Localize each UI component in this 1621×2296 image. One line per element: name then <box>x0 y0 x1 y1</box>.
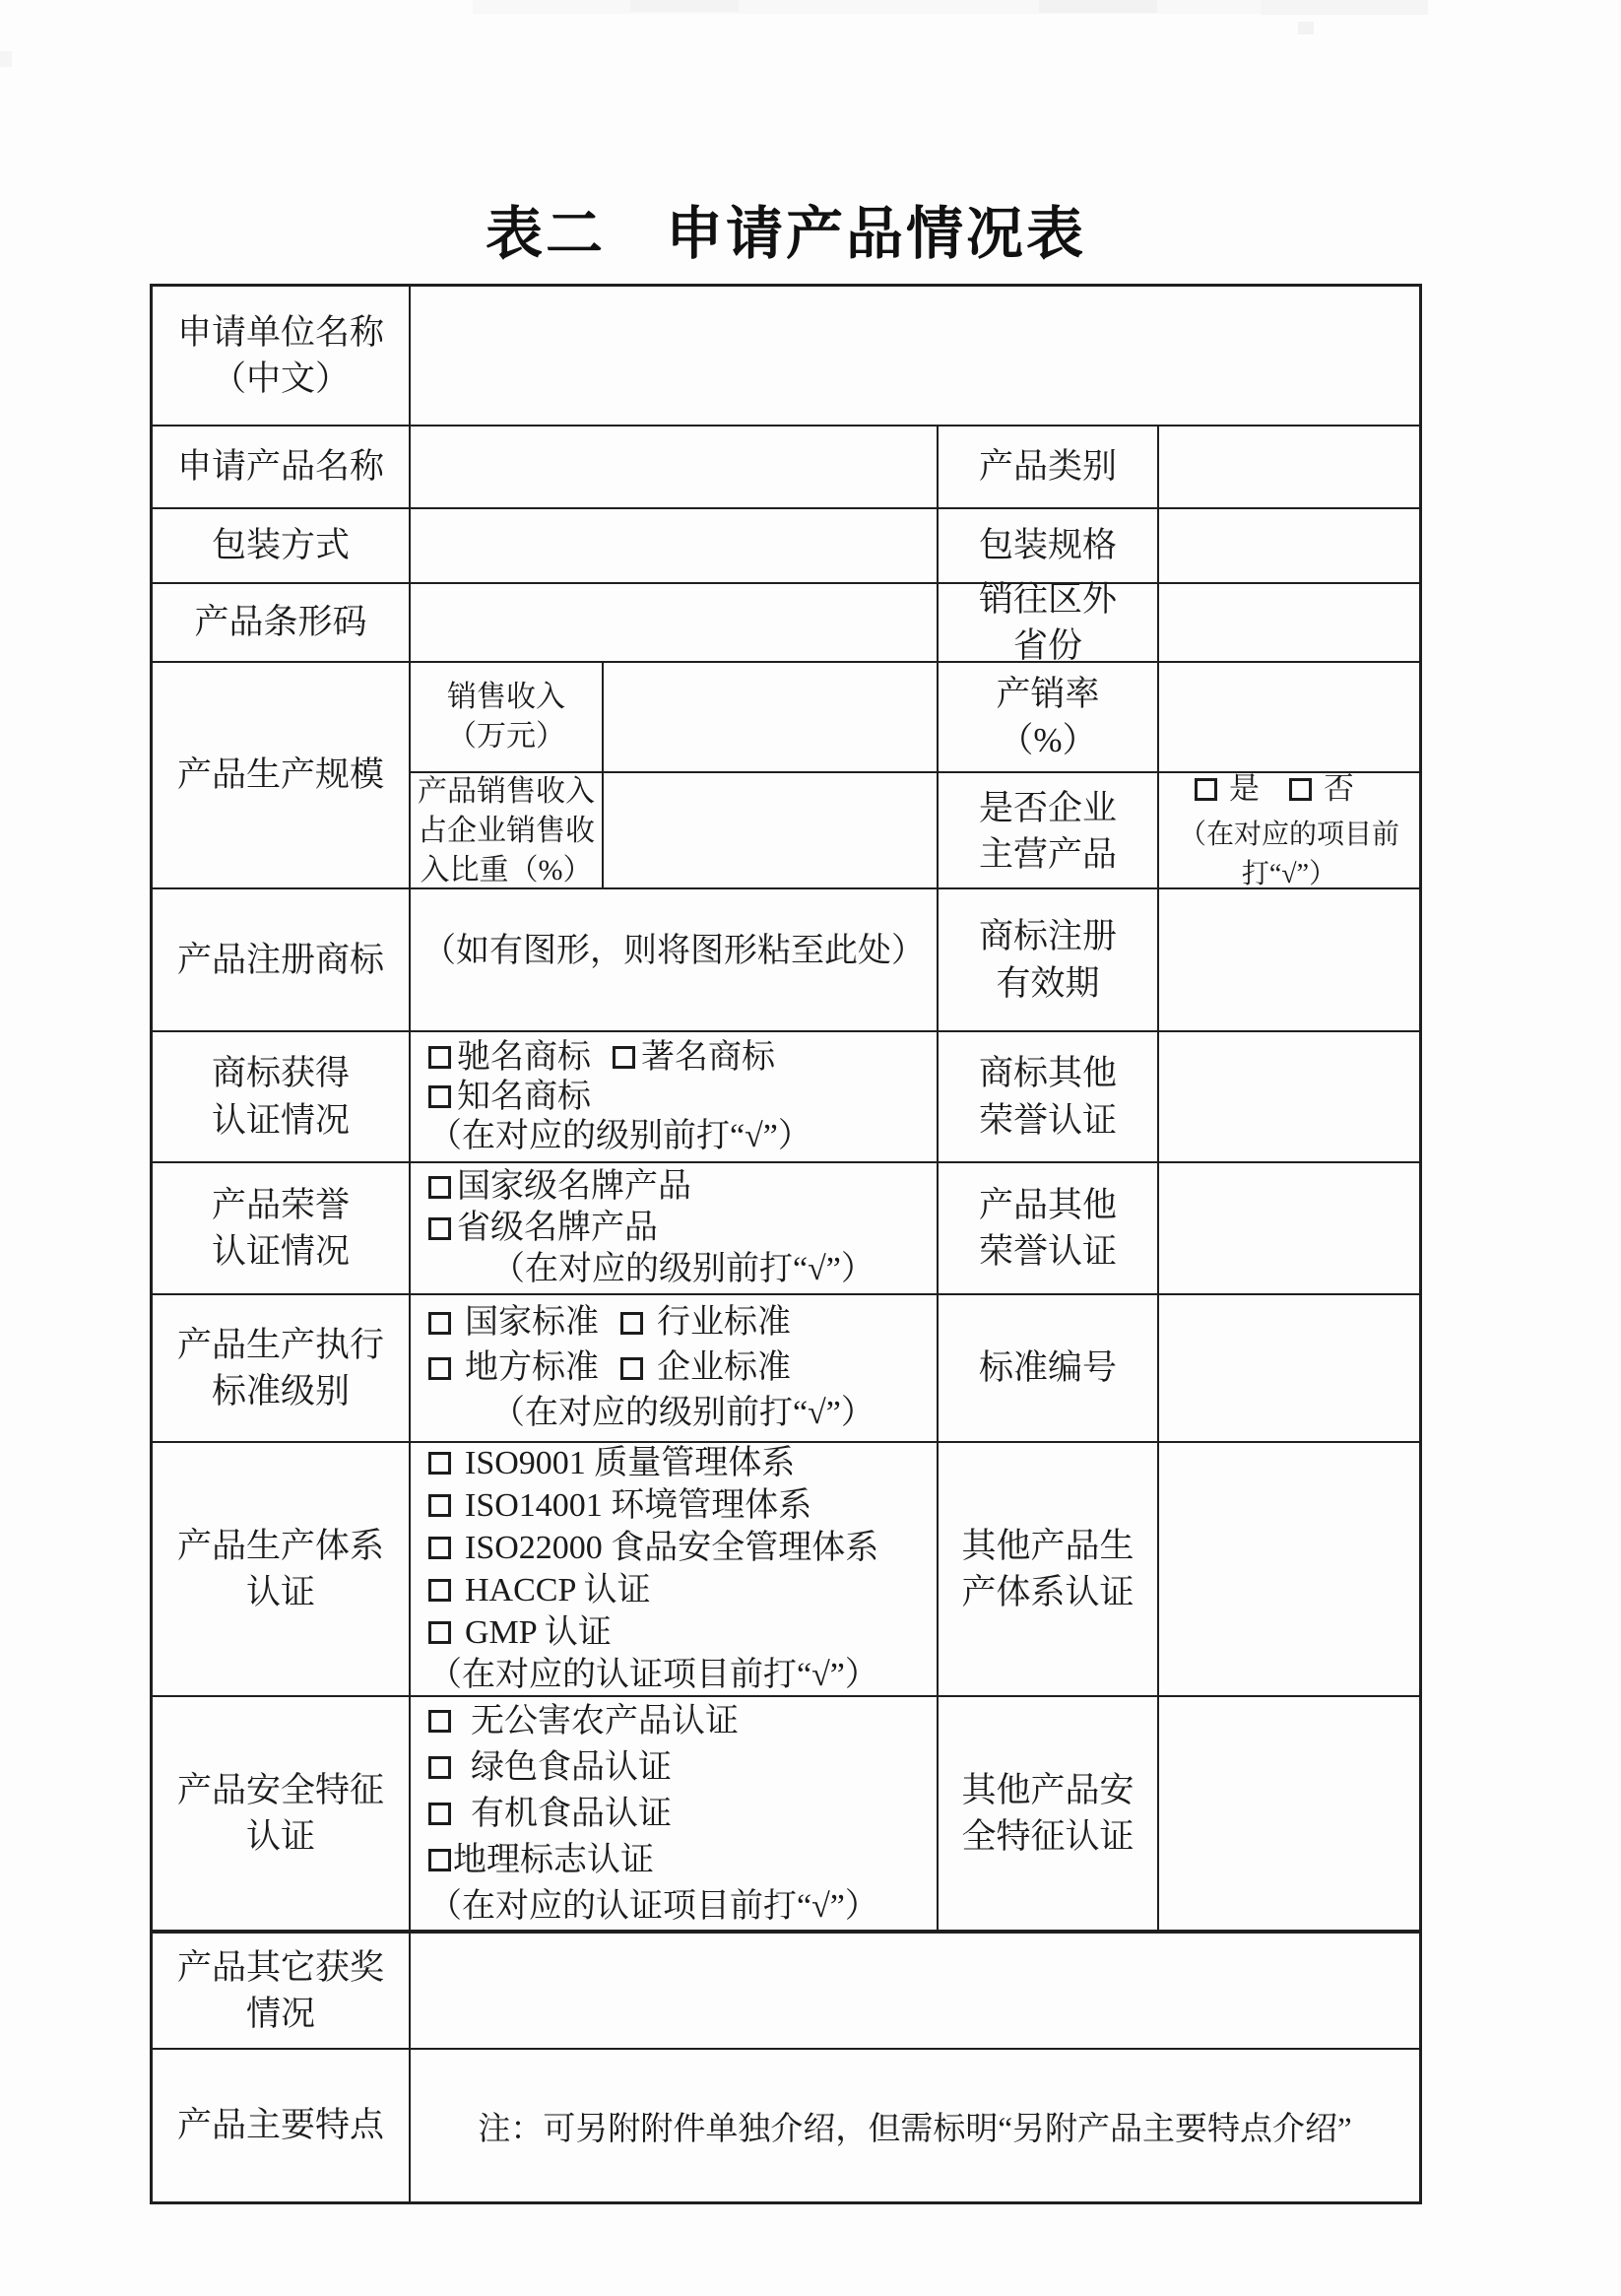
options-cell <box>409 1295 937 1441</box>
cell-value <box>409 426 937 507</box>
value-text: 注：可另附附件单独介绍，但需标明“另附产品主要特点介绍” <box>478 2111 1352 2147</box>
checkbox-icon <box>428 1756 451 1779</box>
option-label: ISO9001 质量管理体系 <box>465 1445 796 1481</box>
checkbox-icon <box>428 1494 451 1517</box>
row-label <box>937 1443 1157 1695</box>
note-text: （在对应的认证项目前打“√”） <box>428 1657 878 1693</box>
label-line: 商标其他 <box>978 1054 1117 1093</box>
label-line: 产品条形码 <box>194 603 367 642</box>
label-line: 入比重（%） <box>420 854 593 887</box>
table-row <box>153 579 1419 665</box>
label-line: 占企业销售收 <box>418 814 595 847</box>
row-label <box>153 663 409 887</box>
label-line: 产品荣誉 <box>211 1185 350 1224</box>
checkbox-icon <box>428 1579 451 1602</box>
option-line <box>428 1208 937 1249</box>
option-line <box>428 1698 937 1744</box>
table-row <box>153 1441 1419 1695</box>
row-label <box>937 426 1157 507</box>
label-line: 产品销售收入 <box>418 774 595 808</box>
checkbox-icon <box>428 1710 451 1733</box>
options-cell <box>409 1443 937 1695</box>
label-line: 申请单位名称 <box>176 312 384 352</box>
label-line: 全特征认证 <box>961 1817 1135 1856</box>
yesno-options <box>1195 767 1384 812</box>
table-row <box>153 507 1419 582</box>
label-line: 认证 <box>245 1573 315 1611</box>
table-row <box>153 887 1419 1030</box>
label-line: 产品主要特点 <box>176 2106 384 2145</box>
checkbox-icon <box>1289 778 1312 801</box>
cell-value <box>409 287 1419 425</box>
checkbox-icon <box>428 1357 451 1380</box>
row-label <box>937 509 1157 582</box>
option-label: 驰名商标 <box>457 1038 591 1076</box>
label-line: 认证 <box>245 1817 315 1856</box>
label-line: 产品其它获奖 <box>176 1947 384 1987</box>
note-text: （在对应的项目前 <box>1178 819 1399 850</box>
label-line: 荣誉认证 <box>978 1232 1117 1271</box>
option-line <box>428 1527 937 1569</box>
scan-artifact <box>0 51 12 67</box>
cell-value <box>1157 509 1419 582</box>
checkbox-icon <box>428 1849 451 1871</box>
row-label <box>937 1295 1157 1441</box>
row-label <box>153 889 409 1030</box>
row-label <box>937 773 1157 889</box>
label-line: 申请产品名称 <box>176 447 384 487</box>
label-line: 情况 <box>245 1995 315 2033</box>
checkbox-icon <box>428 1312 451 1335</box>
sub-label <box>409 663 602 771</box>
label-line: 是否企业 <box>978 788 1117 827</box>
option-label: 知名商标 <box>457 1078 591 1115</box>
scan-artifact <box>1039 0 1157 13</box>
row-label <box>937 889 1157 1030</box>
label-line: 其他产品生 <box>961 1526 1135 1565</box>
cell-value <box>409 1934 1419 2048</box>
label-line: 主营产品 <box>978 835 1117 874</box>
option-label: 地方标准 <box>465 1349 599 1386</box>
option-line <box>428 1791 937 1837</box>
label-line: 销往区外 <box>978 579 1117 619</box>
row-label <box>153 1032 409 1161</box>
row-label <box>153 509 409 582</box>
row-label <box>937 579 1157 665</box>
option-label: 有机食品认证 <box>471 1795 672 1832</box>
table-row <box>153 287 1419 425</box>
option-label: 著名商标 <box>641 1038 775 1076</box>
checkbox-icon <box>1195 778 1217 801</box>
row-label <box>153 1163 409 1293</box>
option-label: 无公害农产品认证 <box>471 1702 739 1739</box>
checkbox-icon <box>428 1803 451 1825</box>
checkbox-icon <box>613 1046 635 1069</box>
label-line: 产品生产执行 <box>176 1325 384 1364</box>
table-row <box>153 1161 1419 1293</box>
option-line <box>428 1484 937 1527</box>
option-line <box>428 1837 937 1883</box>
label-line: 包装规格 <box>978 526 1117 565</box>
sub-label <box>409 773 602 889</box>
options-cell <box>409 1163 937 1293</box>
product-info-table <box>150 284 1422 2204</box>
label-line: 产品生产体系 <box>176 1526 384 1565</box>
note-text: 打“√”） <box>1241 859 1337 890</box>
option-label: 企业标准 <box>657 1349 791 1386</box>
option-label: 地理标志认证 <box>453 1841 654 1878</box>
cell-value <box>1157 663 1419 771</box>
cell-value <box>1157 1697 1419 1930</box>
label-line: 产销率 <box>996 674 1100 713</box>
checkbox-icon <box>428 1217 451 1240</box>
option-label: 绿色食品认证 <box>471 1748 672 1786</box>
checkbox-icon <box>620 1357 643 1380</box>
label-line: （万元） <box>447 720 565 753</box>
checkbox-icon <box>620 1312 643 1335</box>
option-label: HACCP 认证 <box>465 1572 651 1608</box>
scan-artifact <box>1298 22 1314 34</box>
label-line: （中文） <box>211 360 350 398</box>
note-text: （在对应的级别前打“√”） <box>428 1117 811 1154</box>
row-label <box>153 2050 409 2201</box>
cell-value <box>1157 1295 1419 1441</box>
table-row <box>153 1930 1419 2048</box>
table-row <box>153 2048 1419 2201</box>
cell-value <box>1157 889 1419 1030</box>
option-line <box>428 1442 937 1484</box>
checkbox-icon <box>428 1537 451 1559</box>
label-line: 标准级别 <box>211 1372 350 1410</box>
row-label <box>153 584 409 661</box>
checkbox-icon <box>428 1085 451 1108</box>
label-line: 认证情况 <box>211 1232 350 1271</box>
label-line: 产品其他 <box>978 1185 1117 1224</box>
table-row <box>153 1695 1419 1930</box>
sub-row <box>409 663 1419 771</box>
checkbox-icon <box>428 1452 451 1475</box>
option-line <box>428 1078 937 1117</box>
scan-artifact <box>1261 0 1428 15</box>
cell-value <box>409 2050 1419 2201</box>
cell-value <box>409 889 937 1030</box>
label-line: 产品注册商标 <box>176 940 384 979</box>
row-label <box>153 287 409 425</box>
option-label: 行业标准 <box>657 1304 791 1341</box>
sub-row <box>409 771 1419 889</box>
label-line: 销售收入 <box>447 680 565 713</box>
label-line: 产体系认证 <box>961 1573 1135 1611</box>
label-line: 其他产品安 <box>961 1770 1135 1809</box>
yesno-label: 是 <box>1229 770 1260 806</box>
cell-value <box>602 663 937 771</box>
label-line: 有效期 <box>996 963 1100 1003</box>
option-label: 国家标准 <box>465 1304 599 1341</box>
scan-artifact <box>630 0 739 12</box>
option-line <box>428 1300 937 1345</box>
cell-value <box>602 773 937 889</box>
label-line: 产品生产规模 <box>176 755 384 795</box>
label-line: 标准编号 <box>978 1348 1117 1388</box>
options-cell <box>409 1032 937 1161</box>
row-label <box>937 1032 1157 1161</box>
cell-value <box>1157 584 1419 661</box>
label-line: 产品类别 <box>978 447 1117 487</box>
table-row <box>153 1293 1419 1441</box>
cell-value <box>1157 426 1419 507</box>
option-line <box>428 1038 937 1078</box>
checkbox-icon <box>428 1176 451 1199</box>
value-text: （如有图形，则将图形粘至此处） <box>422 933 925 969</box>
option-line <box>428 1166 937 1208</box>
option-line <box>428 1569 937 1611</box>
cell-value <box>1157 1163 1419 1293</box>
option-label: 国家级名牌产品 <box>457 1168 691 1205</box>
note-text: （在对应的级别前打“√”） <box>491 1251 875 1287</box>
row-label <box>153 1295 409 1441</box>
label-line: 商标获得 <box>211 1054 350 1093</box>
note-text: （在对应的级别前打“√”） <box>491 1395 875 1431</box>
option-label: GMP 认证 <box>465 1614 612 1651</box>
option-line <box>428 1611 937 1654</box>
row-label <box>153 1443 409 1695</box>
label-line: 产品安全特征 <box>176 1770 384 1809</box>
option-line <box>428 1345 937 1391</box>
option-label: 省级名牌产品 <box>457 1210 658 1246</box>
row-label <box>937 1163 1157 1293</box>
label-line: 包装方式 <box>211 526 350 565</box>
form-title: 表二 申请产品情况表 <box>485 202 1086 266</box>
checkbox-icon <box>428 1621 451 1644</box>
cell-value <box>1157 1032 1419 1161</box>
cell-value <box>409 584 937 661</box>
label-line: （%） <box>999 721 1097 759</box>
table-row <box>153 1030 1419 1161</box>
note-text: （在对应的认证项目前打“√”） <box>428 1887 878 1925</box>
row-label <box>937 663 1157 771</box>
row-label <box>937 1697 1157 1930</box>
table-row <box>153 661 1419 890</box>
cell-value <box>1157 1443 1419 1695</box>
row-label <box>153 426 409 507</box>
label-line: 商标注册 <box>978 917 1117 956</box>
option-line <box>428 1744 937 1791</box>
label-line: 省份 <box>1012 626 1082 665</box>
cell-value <box>1157 770 1419 890</box>
row-label <box>153 1934 409 2048</box>
checkbox-icon <box>428 1046 451 1069</box>
label-line: 荣誉认证 <box>978 1100 1117 1140</box>
production-scale-subrows <box>409 663 1419 890</box>
yesno-label: 否 <box>1324 770 1354 806</box>
option-label: ISO14001 环境管理体系 <box>465 1487 812 1524</box>
option-label: ISO22000 食品安全管理体系 <box>465 1530 879 1566</box>
options-cell <box>409 1697 937 1930</box>
label-line: 认证情况 <box>211 1100 350 1140</box>
row-label <box>153 1697 409 1930</box>
cell-value <box>409 509 937 582</box>
table-row <box>153 425 1419 507</box>
